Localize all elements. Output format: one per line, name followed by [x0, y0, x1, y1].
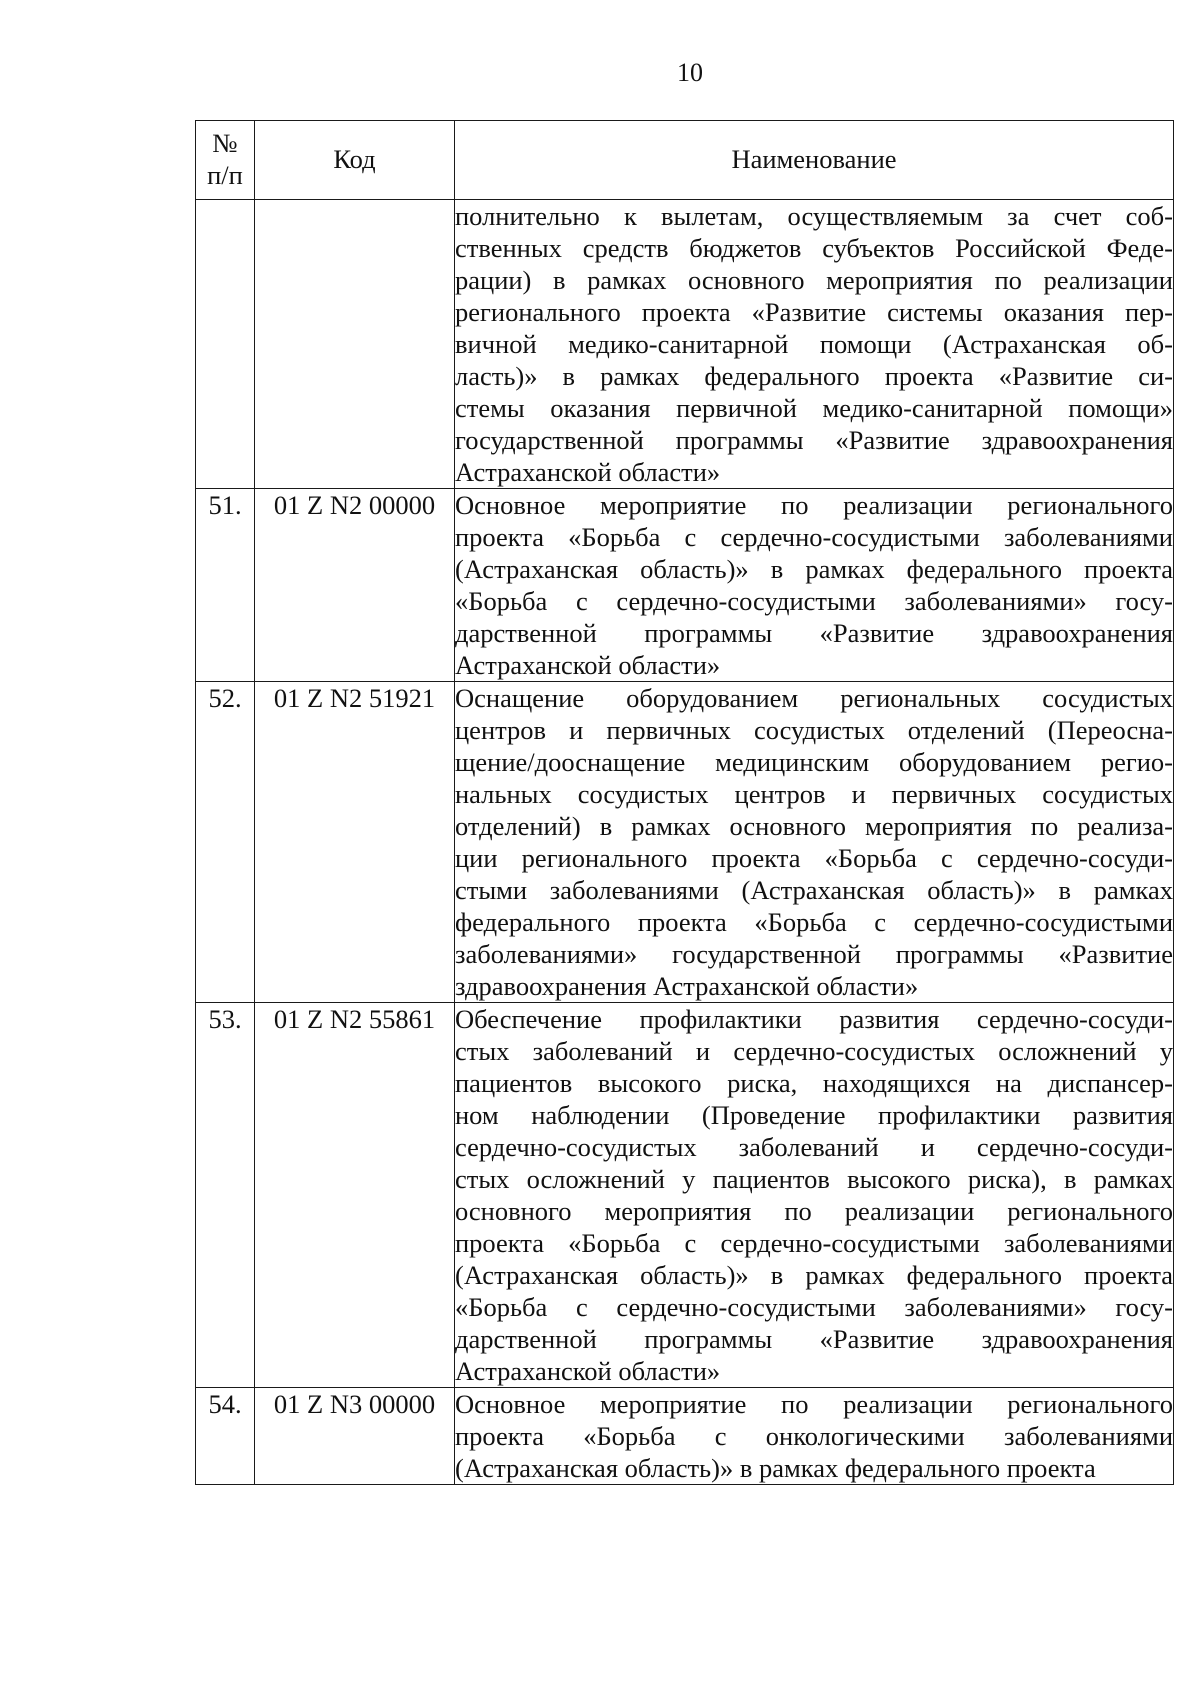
row-name-line: стыми заболеваниями (Астраханская область)» в рамках: [455, 875, 1173, 905]
row-name-line: стых осложнений у пациентов высокого риска), в рамках: [455, 1164, 1173, 1194]
column-header-number: [196, 121, 255, 200]
row-name-line: сердечно-сосудистых заболеваний и сердечно-сосуди-: [455, 1132, 1173, 1162]
row-code-cell: 01 Z N2 51921: [255, 682, 455, 1003]
row-name-line: Обеспечение профилактики развития сердечно-сосуди-: [455, 1004, 1173, 1034]
row-name-line: ции регионального проекта «Борьба с сердечно-сосуди-: [455, 843, 1173, 873]
row-name-line: «Борьба с сердечно-сосудистыми заболеваниями» госу-: [455, 586, 1173, 616]
row-name-line: дарственной программы «Развитие здравоохранения: [455, 1324, 1173, 1354]
row-name-line: проекта «Борьба с сердечно-сосудистыми заболеваниями: [455, 522, 1173, 552]
row-name-line: нальных сосудистых центров и первичных сосудистых: [455, 779, 1173, 809]
budget-code-table: [195, 120, 1174, 1485]
row-name-line: вичной медико-санитарной помощи (Астраханская об-: [455, 329, 1173, 359]
column-header-name: Наименование: [455, 121, 1174, 200]
row-name-line: заболеваниями» государственной программы «Развитие: [455, 939, 1173, 969]
row-name-line: (Астраханская область)» в рамках федерального проекта: [455, 554, 1173, 584]
table-row: [196, 1003, 1174, 1388]
row-name-line: полнительно к вылетам, осуществляемым за счет соб-: [455, 201, 1173, 231]
row-code-cell: 01 Z N2 55861: [255, 1003, 455, 1388]
row-name-line: ласть)» в рамках федерального проекта «Развитие си-: [455, 361, 1173, 391]
row-name-line: проекта «Борьба с онкологическими заболеваниями: [455, 1421, 1173, 1451]
column-header-number-symbol: №: [212, 128, 238, 158]
row-number-cell: 52.: [196, 682, 255, 1003]
table-row: [196, 489, 1174, 682]
row-name-cell: [455, 200, 1174, 489]
row-name-line: государственной программы «Развитие здравоохранения: [455, 425, 1173, 455]
table-row: [196, 200, 1174, 489]
row-name-cell: [455, 1388, 1174, 1485]
table-header: [196, 121, 1174, 200]
row-name-line: дарственной программы «Развитие здравоохранения: [455, 618, 1173, 648]
row-name-line: (Астраханская область)» в рамках федерального проекта: [455, 1453, 1096, 1483]
row-number-cell: [196, 200, 255, 489]
row-name-line: рации) в рамках основного мероприятия по реализации: [455, 265, 1173, 295]
row-name-line: проекта «Борьба с сердечно-сосудистыми заболеваниями: [455, 1228, 1173, 1258]
row-name-line: ственных средств бюджетов субъектов Российской Феде-: [455, 233, 1173, 263]
row-name-line: отделений) в рамках основного мероприятия по реализа-: [455, 811, 1173, 841]
row-name-line: Оснащение оборудованием региональных сосудистых: [455, 683, 1173, 713]
row-number-cell: 54.: [196, 1388, 255, 1485]
row-name-line: Астраханской области»: [455, 650, 721, 680]
row-name-line: (Астраханская область)» в рамках федерального проекта: [455, 1260, 1173, 1290]
row-name-line: Основное мероприятие по реализации регионального: [455, 1389, 1173, 1419]
row-name-line: основного мероприятия по реализации регионального: [455, 1196, 1173, 1226]
table-row: [196, 1388, 1174, 1485]
row-code-cell: 01 Z N3 00000: [255, 1388, 455, 1485]
row-name-line: центров и первичных сосудистых отделений (Переосна-: [455, 715, 1173, 745]
row-name-line: Астраханской области»: [455, 457, 721, 487]
row-code-cell: 01 Z N2 00000: [255, 489, 455, 682]
row-name-line: пациентов высокого риска, находящихся на диспансер-: [455, 1068, 1173, 1098]
row-name-cell: [455, 1003, 1174, 1388]
row-name-line: щение/дооснащение медицинским оборудованием регио-: [455, 747, 1173, 777]
row-name-line: стемы оказания первичной медико-санитарной помощи»: [455, 393, 1173, 423]
row-name-line: ном наблюдении (Проведение профилактики развития: [455, 1100, 1173, 1130]
row-name-line: федерального проекта «Борьба с сердечно-сосудистыми: [455, 907, 1173, 937]
table-header-row: [196, 121, 1174, 200]
row-name-line: Основное мероприятие по реализации регионального: [455, 490, 1173, 520]
row-code-cell: [255, 200, 455, 489]
row-name-cell: [455, 489, 1174, 682]
column-header-code: Код: [255, 121, 455, 200]
table-body: [196, 200, 1174, 1485]
table-row: [196, 682, 1174, 1003]
row-name-line: стых заболеваний и сердечно-сосудистых осложнений у: [455, 1036, 1173, 1066]
row-number-cell: 53.: [196, 1003, 255, 1388]
row-name-line: Астраханской области»: [455, 1356, 721, 1386]
row-name-cell: [455, 682, 1174, 1003]
column-header-number-abbr: п/п: [207, 160, 243, 190]
row-number-cell: 51.: [196, 489, 255, 682]
row-name-line: регионального проекта «Развитие системы оказания пер-: [455, 297, 1173, 327]
row-name-line: «Борьба с сердечно-сосудистыми заболеваниями» госу-: [455, 1292, 1173, 1322]
page-number: 10: [677, 58, 703, 87]
row-name-line: здравоохранения Астраханской области»: [455, 971, 919, 1001]
